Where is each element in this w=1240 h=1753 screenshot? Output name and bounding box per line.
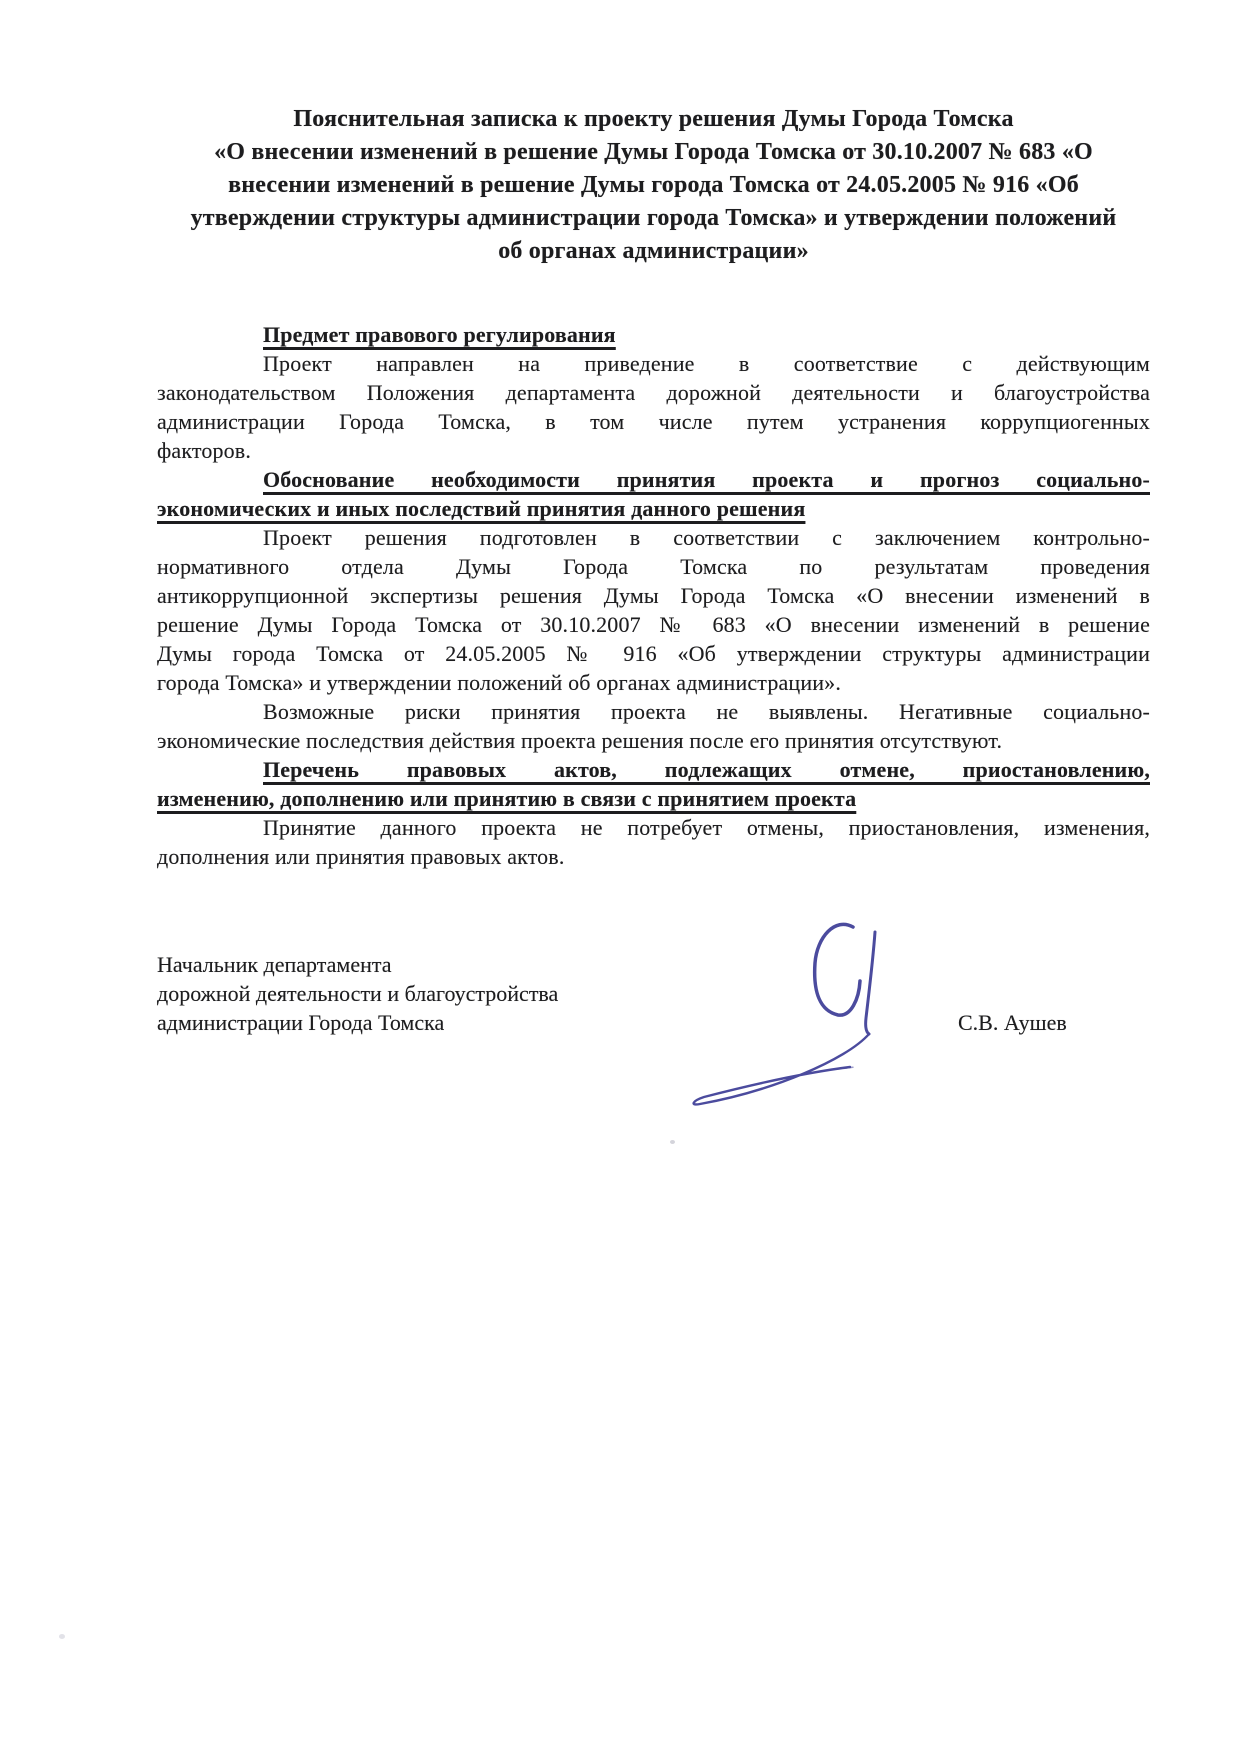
paragraph-line: экономические последствия действия проекта решения после его принятия отсутствуют. (157, 728, 1003, 753)
paragraph-line: нормативного отдела Думы Города Томска по результатам проведения (157, 554, 1150, 579)
paragraph-line: Проект решения подготовлен в соответствии с заключением контрольно- (263, 525, 1150, 550)
paragraph-line: Думы города Томска от 24.05.2005 № 916 «Об утверждении структуры администрации (157, 641, 1150, 666)
paragraph-line: администрации Города Томска, в том числе путем устранения коррупциогенных (157, 409, 1150, 434)
title-line: «О внесении изменений в решение Думы Города Томска от 30.10.2007 № 683 «О (214, 139, 1093, 165)
title-line: утверждении структуры администрации города Томска» и утверждении положений (190, 205, 1117, 231)
section-heading-justification: экономических и иных последствий принятия данного решения (157, 496, 806, 521)
section-heading-justification: Обоснование необходимости принятия проекта и прогноз социально- (263, 467, 1150, 492)
title-line: внесении изменений в решение Думы города Томска от 24.05.2005 № 916 «Об (228, 172, 1079, 198)
paragraph-line: дополнения или принятия правовых актов. (157, 844, 565, 869)
scan-speck (59, 1634, 65, 1639)
document-title (157, 103, 1150, 268)
title-line: Пояснительная записка к проекту решения Думы Города Томска (293, 106, 1014, 132)
title-line: об органах администрации» (498, 238, 809, 264)
paragraph-line: Принятие данного проекта не потребует отмены, приостановления, изменения, (263, 815, 1150, 840)
signoff-position-line: дорожной деятельности и благоустройства (157, 981, 559, 1006)
scan-speck (670, 1140, 675, 1144)
signature-name: С.В. Аушев (958, 1010, 1067, 1035)
document-content (157, 103, 1150, 1037)
signature-image (650, 910, 900, 1125)
paragraph-line: Возможные риски принятия проекта не выявлены. Негативные социально- (263, 699, 1150, 724)
paragraph-line: законодательством Положения департамента дорожной деятельности и благоустройства (157, 380, 1150, 405)
signoff-position-line: Начальник департамента (157, 952, 392, 977)
paragraph-line: факторов. (157, 438, 251, 463)
paragraph-line: антикоррупционной экспертизы решения Думы Города Томска «О внесении изменений в (157, 583, 1150, 608)
paragraph-line: города Томска» и утверждении положений об органах администрации». (157, 670, 841, 695)
signoff-position-line: администрации Города Томска (157, 1010, 445, 1035)
section-heading-subject: Предмет правового регулирования (263, 322, 616, 347)
section-heading-acts-list: изменению, дополнению или принятию в связи с принятием проекта (157, 786, 857, 811)
paragraph-line: Проект направлен на приведение в соответствие с действующим (263, 351, 1150, 376)
paragraph-line: решение Думы Города Томска от 30.10.2007 № 683 «О внесении изменений в решение (157, 612, 1150, 637)
section-heading-acts-list: Перечень правовых актов, подлежащих отмене, приостановлению, (263, 757, 1150, 782)
